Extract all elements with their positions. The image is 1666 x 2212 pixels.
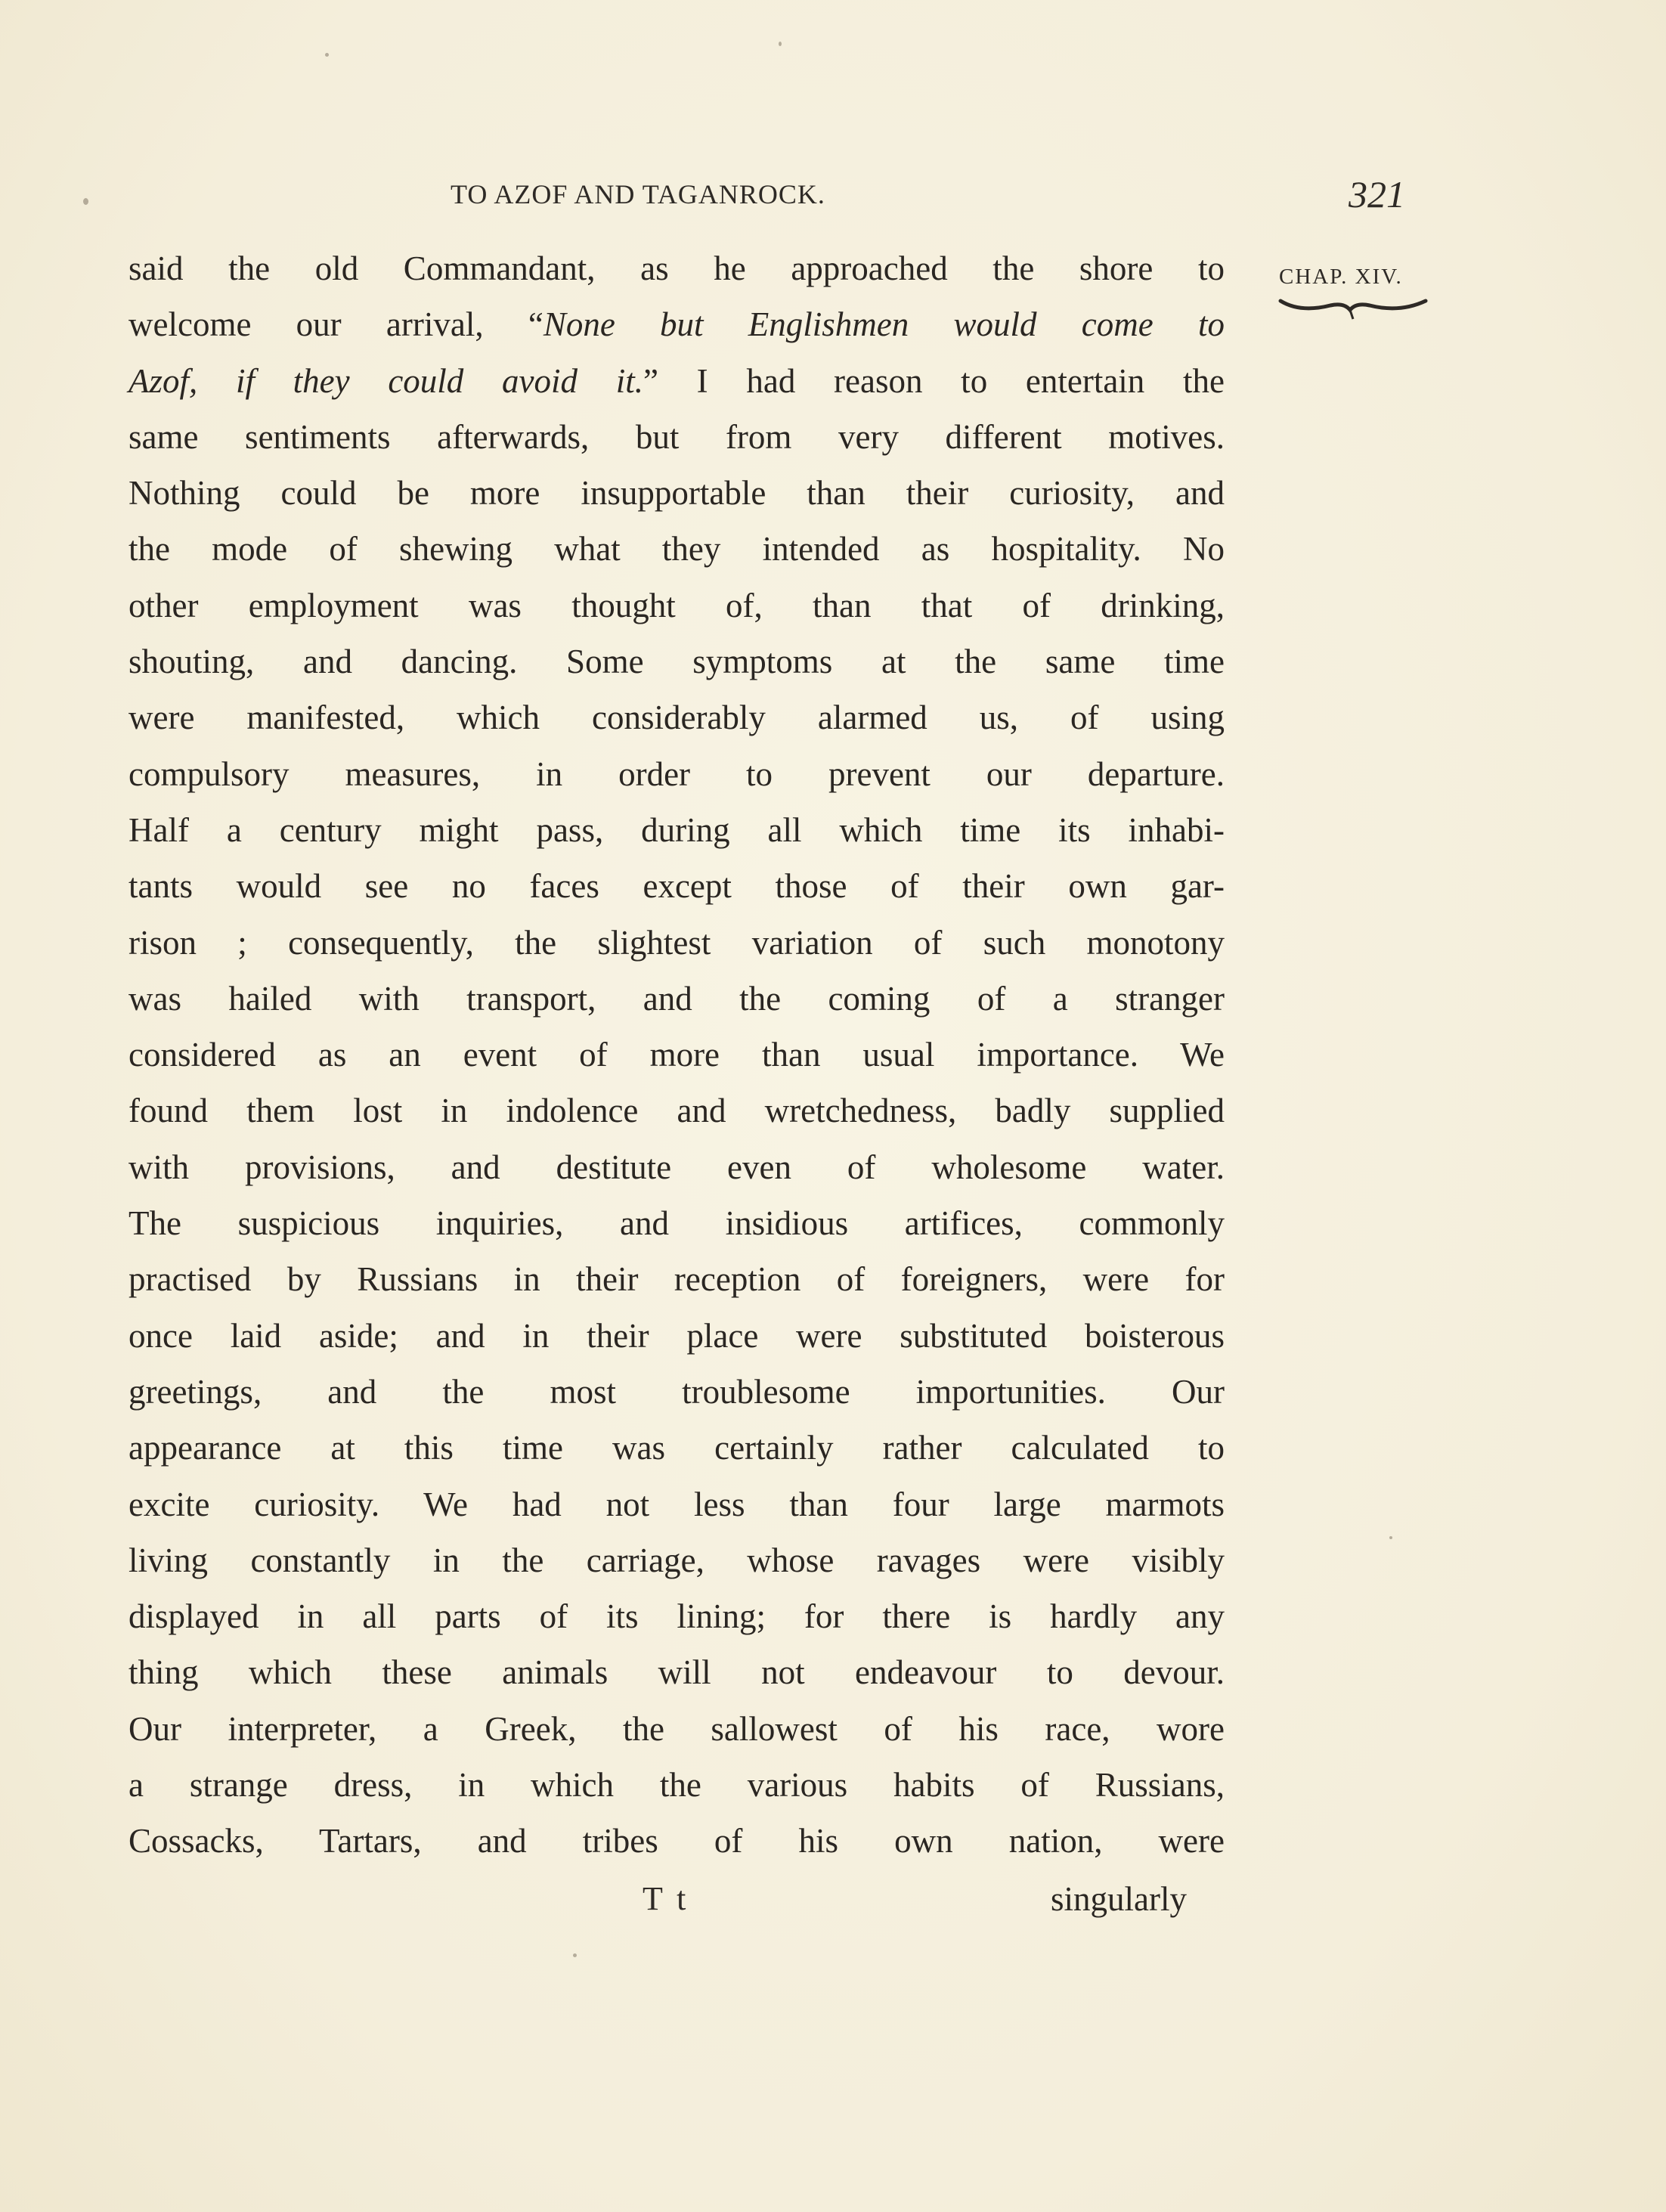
line-text: a strange dress, in which the various habits of Russians,: [129, 1766, 1225, 1805]
text-line: [129, 1083, 1225, 1139]
text-line: [129, 1588, 1225, 1644]
text-line: [129, 915, 1225, 971]
text-line: [129, 578, 1225, 634]
text-line: [129, 1195, 1225, 1251]
line-text: appearance at this time was certainly rather calculated to: [129, 1429, 1225, 1467]
text-line: [129, 746, 1225, 802]
line-text: Our interpreter, a Greek, the sallowest of his race, wore: [129, 1709, 1225, 1748]
line-text: compulsory measures, in order to prevent our departure.: [129, 754, 1225, 793]
text-line: [129, 802, 1225, 858]
line-text: with provisions, and destitute even of wholesome water.: [129, 1148, 1225, 1186]
line-text: displayed in all parts of its lining; for there is hardly any: [129, 1597, 1225, 1636]
text-line: [129, 858, 1225, 914]
text-line: [129, 353, 1225, 409]
catchword: singularly: [1051, 1880, 1187, 1918]
text-line: [129, 689, 1225, 745]
text-line: [129, 409, 1225, 465]
line-text: were manifested, which considerably alarmed us, of using: [129, 699, 1225, 737]
text-line: [129, 1251, 1225, 1307]
text-line: [129, 1757, 1225, 1813]
line-text: excite curiosity. We had not less than four large marmots: [129, 1485, 1225, 1523]
text-line: [129, 465, 1225, 521]
line-text: same sentiments afterwards, but from very different motives.: [129, 417, 1225, 456]
paper-speck: [573, 1953, 577, 1957]
text-line: [129, 1364, 1225, 1420]
line-text: other employment was thought of, than that of drinking,: [129, 586, 1225, 624]
line-text: shouting, and dancing. Some symptoms at the same time: [129, 643, 1225, 681]
signature-mark: T t: [643, 1880, 689, 1917]
chapter-brace-ornament: [1277, 296, 1429, 327]
text-line: [129, 971, 1225, 1027]
line-text: Nothing could be more insupportable than their curiosity, and: [129, 474, 1225, 513]
line-text: found them lost in indolence and wretchedness, badly supplied: [129, 1092, 1225, 1130]
line-text: living constantly in the carriage, whose ravages were visibly: [129, 1541, 1225, 1579]
body-text: [129, 240, 1225, 1870]
line-text: considered as an event of more than usual importance. We: [129, 1036, 1225, 1074]
text-line: [129, 1420, 1225, 1476]
line-text: Half a century might pass, during all which time its inhabi-: [129, 810, 1225, 849]
line-text: tants would see no faces except those of their own gar-: [129, 867, 1225, 906]
text-line: [129, 1027, 1225, 1083]
line-text: practised by Russians in their reception of foreigners, were for: [129, 1260, 1225, 1299]
text-line: [129, 1532, 1225, 1588]
line-text: said the old Commandant, as he approached the shore to: [129, 249, 1225, 287]
paper-speck: [779, 42, 782, 46]
text-line: [129, 1476, 1225, 1532]
paper-speck: [325, 53, 329, 57]
page-number: 321: [1349, 173, 1405, 215]
italic-quote: Azof, if they could avoid it.: [129, 361, 643, 400]
line-text: was hailed with transport, and the coming of a stranger: [129, 979, 1225, 1018]
line-text: greetings, and the most troublesome importunities. Our: [129, 1372, 1225, 1411]
paper-speck: [83, 198, 88, 205]
line-text: rison ; consequently, the slightest variation of such monotony: [129, 923, 1225, 962]
text-line: [129, 240, 1225, 296]
text-line: [129, 1644, 1225, 1700]
line-text: welcome our arrival, “: [129, 305, 543, 344]
paper-speck: [1389, 1536, 1392, 1539]
line-text: once laid aside; and in their place were substituted boisterous: [129, 1316, 1225, 1355]
running-head: TO AZOF AND TAGANROCK.: [451, 179, 825, 209]
line-text: thing which these animals will not endeavour to devour.: [129, 1653, 1225, 1692]
text-line: [129, 634, 1225, 689]
text-line: [129, 1139, 1225, 1195]
text-line: [129, 1813, 1225, 1869]
text-line: [129, 296, 1225, 352]
chapter-label: CHAP. XIV.: [1279, 265, 1403, 289]
text-line: [129, 1701, 1225, 1757]
line-text: Cossacks, Tartars, and tribes of his own nation, were: [129, 1822, 1225, 1860]
line-text: ” I had reason to entertain the: [643, 361, 1225, 400]
line-text: The suspicious inquiries, and insidious artifices, commonly: [129, 1204, 1225, 1243]
italic-quote: None but Englishmen would come to: [543, 305, 1225, 344]
text-line: [129, 521, 1225, 577]
text-line: [129, 1308, 1225, 1364]
line-text: the mode of shewing what they intended as hospitality. No: [129, 530, 1225, 568]
